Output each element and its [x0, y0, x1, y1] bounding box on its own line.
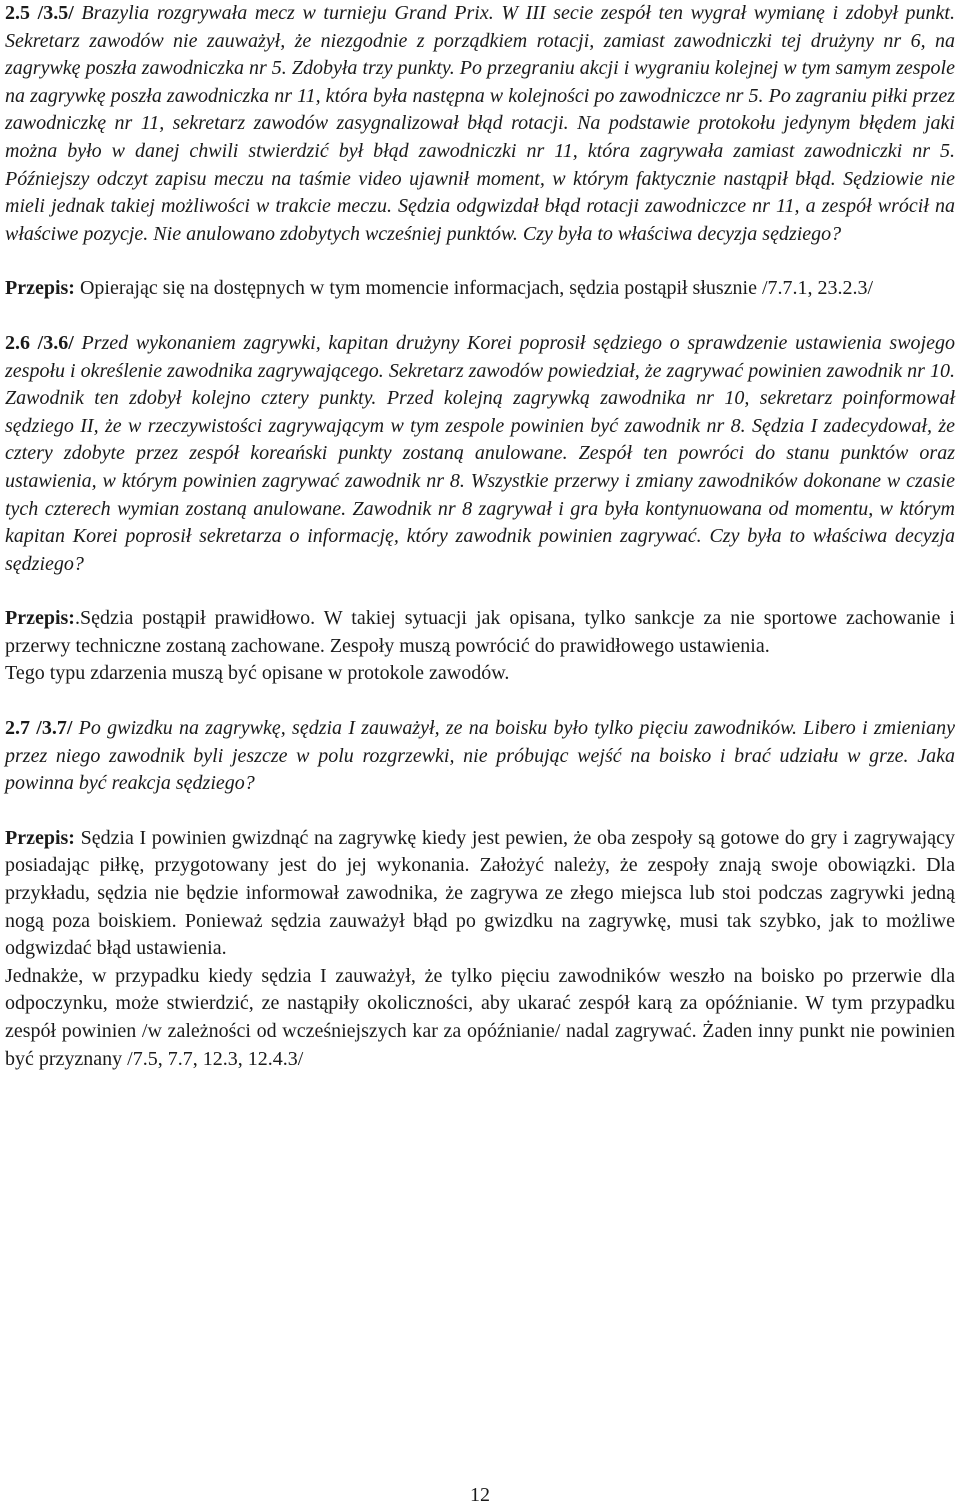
- rule-text: Sędzia I powinien gwizdnąć na zagrywkę kiedy jest pewien, że oba zespoły są gotowe do gry i zagrywający posiadając piłkę, przygotowany jest do jej wykonania. Założyć należy, że zespoły znają swoje obowiązki. Dla przykładu, sędzia nie będzie informował zawodnika, że zagrywa ze złego miejsca lub stoi podczas zagrywki jedną nogą poza boiskiem. Ponieważ sędzia zauważył błąd po gwizdku na zagrywkę, musi tak szybko, jak to możliwe odgwizdać błąd ustawienia.: [5, 826, 955, 960]
- question-text: Brazylia rozgrywała mecz w turnieju Grand Prix. W III secie zespół ten wygrał wymianę i zdobył punkt. Sekretarz zawodów nie zauważył, że niezgodnie z porządkiem rotacji, zamiast zawodniczki tej drużyny nr 6, na zagrywkę poszła zawodniczka nr 5. Zdobyła trzy punkty. Po przegraniu akcji i wygraniu kolejnej w tym samym zespole na zagrywkę poszła zawodniczka nr 11, która była następna w kolejności po zawodniczce nr 5. Po zagraniu piłki przez zawodniczkę nr 11, sekretarz zawodów zasygnalizował błąd rotacji. Na podstawie protokołu jedynym błędem jaki można było w danej chwili stwierdzić był błąd zawodniczki nr 11, która zagrywała zamiast zawodniczki nr 5. Późniejszy odczyt zapisu meczu na taśmie video ujawnił moment, w którym faktycznie nastąpił błąd. Sędziowie nie mieli jednak takiej możliwości w trakcie meczu. Sędzia odgwizdał błąd rotacji zawodniczce nr 11, a zespół wrócił na właściwe pozycje. Nie anulowano zdobytych wcześniej punktów. Czy była to właściwa decyzja sędziego?: [5, 2, 955, 245]
- section-2-7-rule: [5, 825, 955, 963]
- question-text: Przed wykonaniem zagrywki, kapitan drużyny Korei poprosił sędziego o sprawdzenie ustawienia swojego zespołu i określenie zawodnika zagrywającego. Sekretarz zawodów powiedział, że zagrywać powinien zawodnik nr 10. Zawodnik ten zdobył kolejno cztery punkty. Przed kolejną zagrywką zawodnika nr 10, sekretarz poinformował sędziego II, że w rzeczywistości zagrywającym w tym zespole powinien być zawodnik nr 8. Sędzia I zadecydował, że cztery zdobyte przez zespół koreański punkty zostaną anulowane. Zespół ten powróci do stanu punktów oraz ustawienia, w którym powinien zagrywać zawodnik nr 8. Wszystkie przerwy i zmiany zawodników dokonane w czasie tych czterech wymian zostaną anulowane. Zawodnik nr 8 zagrywał i gra była kontynuowana od momentu, w którym kapitan Korei poprosił sekretarza o informację, który zawodnik powinien zagrywać. Czy była to właściwa decyzja sędziego?: [5, 331, 955, 575]
- section-2-7-question: [5, 715, 955, 798]
- section-2-6-question: [5, 330, 955, 578]
- rule-text: .Sędzia postąpił prawidłowo. W takiej sytuacji jak opisana, tylko sankcje za nie sportowe zachowanie i przerwy techniczne zostaną zachowane. Zespoły muszą powrócić do prawidłowego ustawienia.: [5, 607, 955, 657]
- rule-label: Przepis:: [5, 607, 75, 630]
- rule-label: Przepis:: [5, 826, 75, 849]
- section-2-7-rule-continued: [5, 963, 955, 1073]
- page-number: 12: [470, 1484, 490, 1506]
- rule-label: Przepis:: [5, 277, 75, 300]
- section-heading: 2.5 /3.5/: [5, 2, 74, 24]
- section-2-6-rule: [5, 605, 955, 660]
- section-heading: 2.6 /3.6/: [5, 331, 74, 354]
- rule-text: Jednakże, w przypadku kiedy sędzia I zauważył, że tylko pięciu zawodników weszło na boisko po przerwie dla odpoczynku, może stwierdzić, ze nastąpiły okoliczności, aby ukarać zespół karą za opóźnianie. W tym przypadku zespół powinien /w zależności od wcześniejszych kar za opóźnianie/ nadal zagrywać. Żaden inny punkt nie powinien być przyznany /7.5, 7.7, 12.3, 12.4.3/: [5, 964, 955, 1070]
- rule-text: Opierając się na dostępnych w tym momencie informacjach, sędzia postąpił słusznie /7.7.1, 23.2.3/: [74, 277, 874, 300]
- rule-text: Tego typu zdarzenia muszą być opisane w protokole zawodów.: [5, 662, 510, 685]
- document-page: [5, 0, 955, 1073]
- question-text: Po gwizdku na zagrywkę, sędzia I zauważył, ze na boisku było tylko pięciu zawodników. Libero i zmieniany przez niego zawodnik byli jeszcze w polu rozgrzewki, nie próbując wejść na boisko i brać udziału w grze. Jaka powinna być reakcja sędziego?: [5, 717, 955, 795]
- section-2-6-rule-note: [5, 660, 955, 688]
- section-2-5-question: [5, 0, 955, 248]
- section-2-5-rule: [5, 275, 955, 303]
- section-heading: 2.7 /3.7/: [5, 717, 73, 740]
